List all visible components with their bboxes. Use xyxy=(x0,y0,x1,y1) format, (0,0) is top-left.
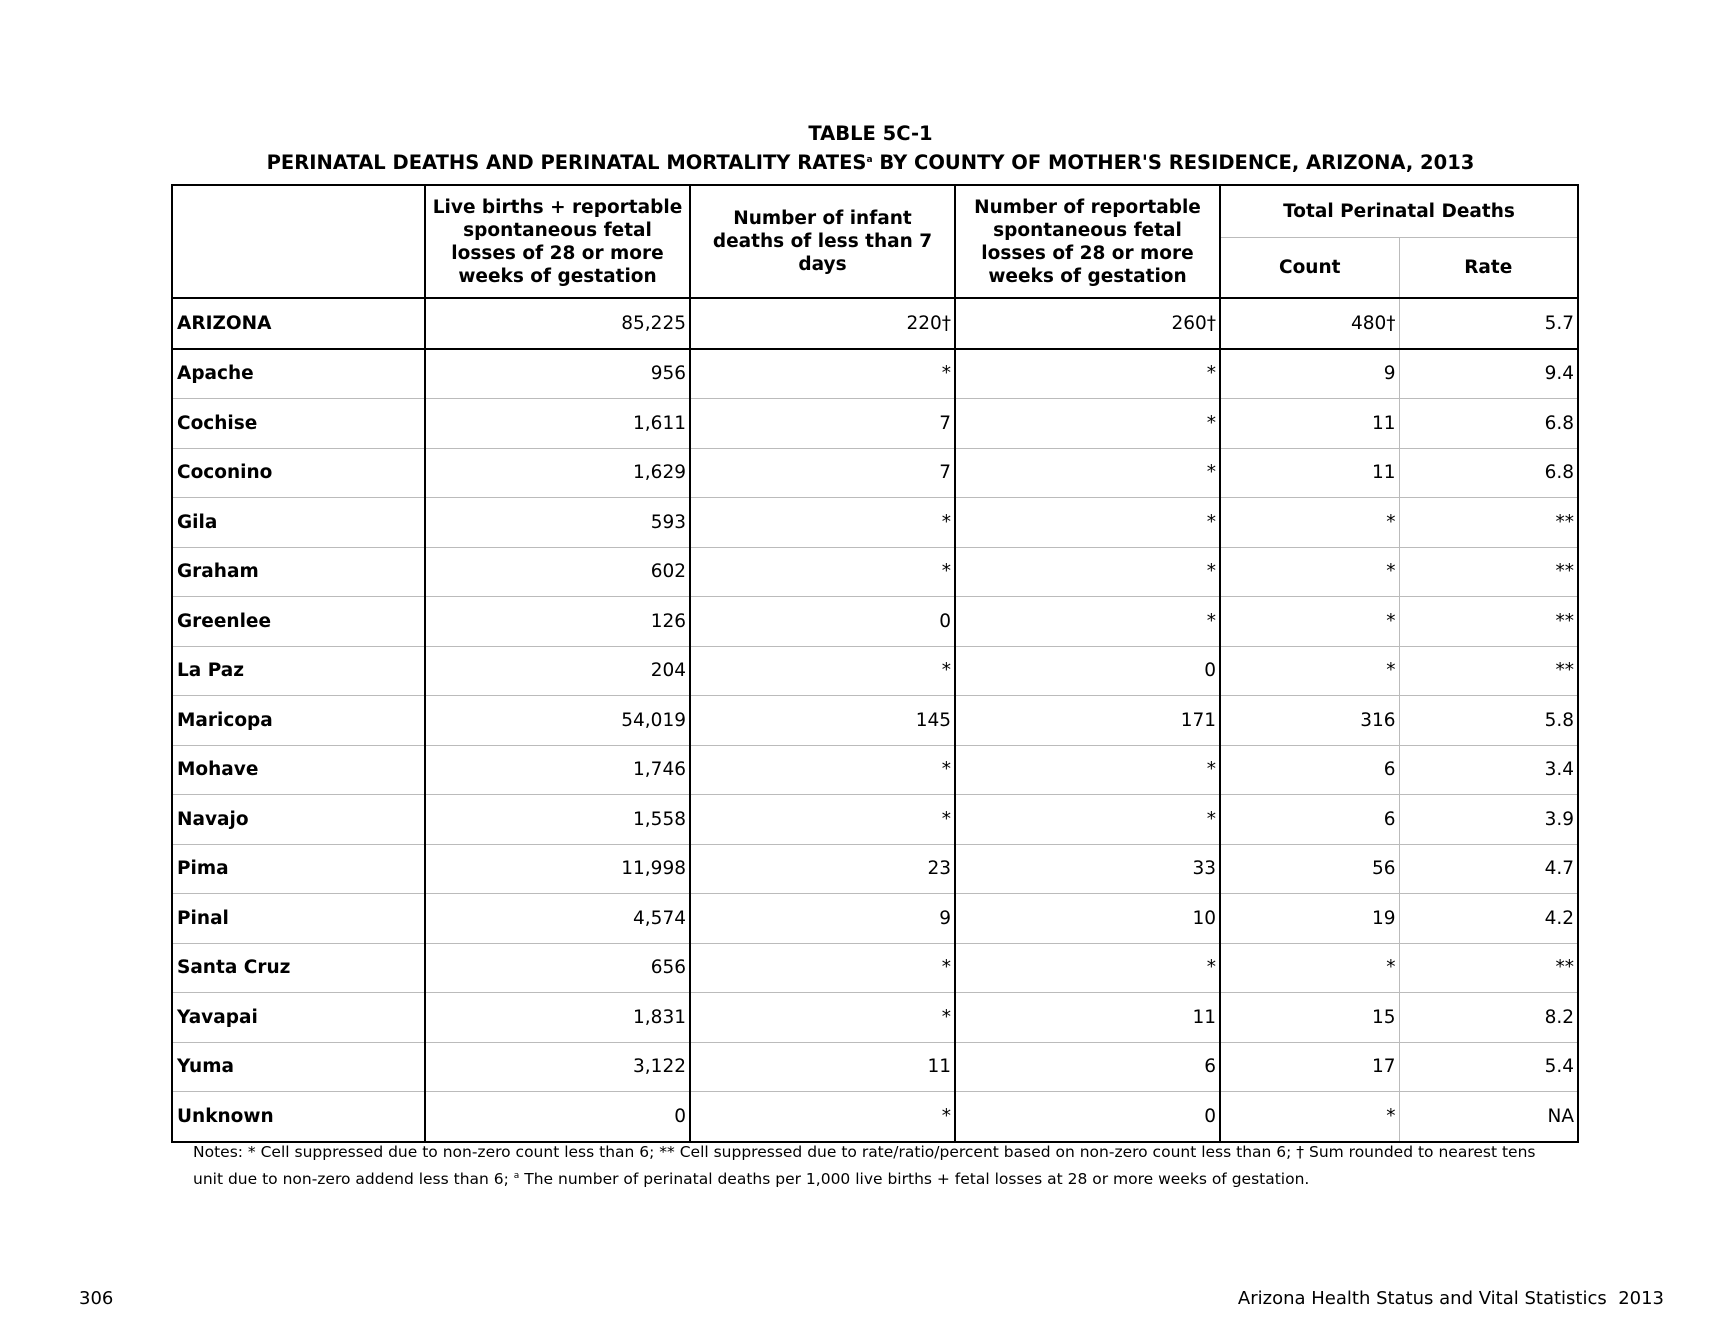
rate-cell: 3.4 xyxy=(1399,745,1578,795)
count-cell: 15 xyxy=(1220,993,1399,1043)
count-cell: 6 xyxy=(1220,745,1399,795)
county-cell: La Paz xyxy=(172,646,425,696)
infant-deaths-cell: 7 xyxy=(690,399,955,449)
infant-deaths-cell: 23 xyxy=(690,844,955,894)
count-cell: 9 xyxy=(1220,349,1399,399)
state-total-row xyxy=(172,298,1578,349)
infant-deaths-cell: * xyxy=(690,646,955,696)
fetal-losses-cell: 10 xyxy=(955,894,1220,944)
rate-cell: 6.8 xyxy=(1399,448,1578,498)
live-births-cell: 3,122 xyxy=(425,1042,690,1092)
table-row xyxy=(172,844,1578,894)
count-cell: 11 xyxy=(1220,399,1399,449)
table-row xyxy=(172,894,1578,944)
county-cell: Navajo xyxy=(172,795,425,845)
fetal-losses-cell: * xyxy=(955,745,1220,795)
footnote-marker: a xyxy=(866,155,873,165)
live-births-cell: 4,574 xyxy=(425,894,690,944)
publication-title: Arizona Health Status and Vital Statistics 2013 xyxy=(1237,1288,1664,1309)
fetal-losses-cell: * xyxy=(955,448,1220,498)
footnote-marker: a xyxy=(513,1171,520,1181)
infant-deaths-cell: * xyxy=(690,795,955,845)
rate-cell: ** xyxy=(1399,646,1578,696)
infant-deaths-cell: 220† xyxy=(690,298,955,349)
table-row xyxy=(172,1042,1578,1092)
count-cell: 56 xyxy=(1220,844,1399,894)
count-cell: 11 xyxy=(1220,448,1399,498)
count-cell: * xyxy=(1220,1092,1399,1142)
header-count: Count xyxy=(1220,237,1399,298)
header-fetal-losses: Number of reportable spontaneous fetal losses of 28 or more weeks of gestation xyxy=(955,185,1220,298)
count-cell: * xyxy=(1220,646,1399,696)
table-row xyxy=(172,795,1578,845)
table-row xyxy=(172,597,1578,647)
table-caption: PERINATAL DEATHS AND PERINATAL MORTALITY RATES$^a$ BY COUNTY OF MOTHER'S RESIDENCE, ARIZONA, 2013 xyxy=(266,151,1475,174)
infant-deaths-cell: * xyxy=(690,993,955,1043)
count-cell: * xyxy=(1220,547,1399,597)
county-cell: Pima xyxy=(172,844,425,894)
rate-cell: 5.4 xyxy=(1399,1042,1578,1092)
live-births-cell: 1,558 xyxy=(425,795,690,845)
county-cell: Unknown xyxy=(172,1092,425,1142)
table-row xyxy=(172,696,1578,746)
fetal-losses-cell: 6 xyxy=(955,1042,1220,1092)
rate-cell: ** xyxy=(1399,597,1578,647)
rate-cell: NA xyxy=(1399,1092,1578,1142)
live-births-cell: 11,998 xyxy=(425,844,690,894)
infant-deaths-cell: * xyxy=(690,547,955,597)
infant-deaths-cell: * xyxy=(690,1092,955,1142)
live-births-cell: 602 xyxy=(425,547,690,597)
count-cell: * xyxy=(1220,943,1399,993)
table-row xyxy=(172,646,1578,696)
table-notes: Notes: * Cell suppressed due to non-zero count less than 6; ** Cell suppressed due to rate/ratio/percent based on non-zero count less than 6; † Sum rounded to nearest tens unit due to non-zero addend less than 6; $^a$ The number of perinatal deaths per 1,000 live births + fetal losses at 28 or more weeks of gestation. xyxy=(193,1143,1536,1188)
rate-cell: 5.7 xyxy=(1399,298,1578,349)
live-births-cell: 204 xyxy=(425,646,690,696)
fetal-losses-cell: 11 xyxy=(955,993,1220,1043)
infant-deaths-cell: 145 xyxy=(690,696,955,746)
live-births-cell: 656 xyxy=(425,943,690,993)
table-row xyxy=(172,993,1578,1043)
fetal-losses-cell: 0 xyxy=(955,646,1220,696)
county-cell: ARIZONA xyxy=(172,298,425,349)
header-live-births: Live births + reportable spontaneous fetal losses of 28 or more weeks of gestation xyxy=(425,185,690,298)
county-cell: Graham xyxy=(172,547,425,597)
fetal-losses-cell: 171 xyxy=(955,696,1220,746)
infant-deaths-cell: * xyxy=(690,943,955,993)
rate-cell: 9.4 xyxy=(1399,349,1578,399)
count-cell: 6 xyxy=(1220,795,1399,845)
live-births-cell: 1,611 xyxy=(425,399,690,449)
fetal-losses-cell: * xyxy=(955,943,1220,993)
count-cell: 19 xyxy=(1220,894,1399,944)
table-row xyxy=(172,349,1578,399)
count-cell: 480† xyxy=(1220,298,1399,349)
rate-cell: ** xyxy=(1399,547,1578,597)
fetal-losses-cell: 260† xyxy=(955,298,1220,349)
count-cell: * xyxy=(1220,498,1399,548)
table-row xyxy=(172,448,1578,498)
infant-deaths-cell: 9 xyxy=(690,894,955,944)
fetal-losses-cell: 33 xyxy=(955,844,1220,894)
live-births-cell: 1,629 xyxy=(425,448,690,498)
live-births-cell: 1,831 xyxy=(425,993,690,1043)
live-births-cell: 1,746 xyxy=(425,745,690,795)
count-cell: * xyxy=(1220,597,1399,647)
infant-deaths-cell: * xyxy=(690,745,955,795)
fetal-losses-cell: * xyxy=(955,399,1220,449)
live-births-cell: 0 xyxy=(425,1092,690,1142)
table-row xyxy=(172,399,1578,449)
header-rate: Rate xyxy=(1399,237,1578,298)
table-body xyxy=(172,298,1578,1142)
county-cell: Mohave xyxy=(172,745,425,795)
county-cell: Greenlee xyxy=(172,597,425,647)
table-row xyxy=(172,547,1578,597)
rate-cell: 8.2 xyxy=(1399,993,1578,1043)
table-number: TABLE 5C-1 xyxy=(808,122,933,145)
header-infant-deaths: Number of infant deaths of less than 7 days xyxy=(690,185,955,298)
county-cell: Gila xyxy=(172,498,425,548)
rate-cell: 4.2 xyxy=(1399,894,1578,944)
live-births-cell: 126 xyxy=(425,597,690,647)
fetal-losses-cell: * xyxy=(955,597,1220,647)
rate-cell: ** xyxy=(1399,498,1578,548)
table-row xyxy=(172,498,1578,548)
county-cell: Yuma xyxy=(172,1042,425,1092)
fetal-losses-cell: * xyxy=(955,547,1220,597)
fetal-losses-cell: * xyxy=(955,795,1220,845)
fetal-losses-cell: * xyxy=(955,349,1220,399)
county-cell: Apache xyxy=(172,349,425,399)
county-cell: Maricopa xyxy=(172,696,425,746)
infant-deaths-cell: 11 xyxy=(690,1042,955,1092)
infant-deaths-cell: * xyxy=(690,349,955,399)
header-county xyxy=(172,185,425,298)
perinatal-deaths-table xyxy=(171,184,1579,1143)
live-births-cell: 593 xyxy=(425,498,690,548)
county-cell: Coconino xyxy=(172,448,425,498)
count-cell: 17 xyxy=(1220,1042,1399,1092)
infant-deaths-cell: 0 xyxy=(690,597,955,647)
table-row xyxy=(172,1092,1578,1142)
county-cell: Santa Cruz xyxy=(172,943,425,993)
rate-cell: 6.8 xyxy=(1399,399,1578,449)
rate-cell: 4.7 xyxy=(1399,844,1578,894)
rate-cell: 5.8 xyxy=(1399,696,1578,746)
table-row xyxy=(172,745,1578,795)
live-births-cell: 956 xyxy=(425,349,690,399)
rate-cell: 3.9 xyxy=(1399,795,1578,845)
infant-deaths-cell: 7 xyxy=(690,448,955,498)
live-births-cell: 85,225 xyxy=(425,298,690,349)
county-cell: Cochise xyxy=(172,399,425,449)
infant-deaths-cell: * xyxy=(690,498,955,548)
county-cell: Yavapai xyxy=(172,993,425,1043)
count-cell: 316 xyxy=(1220,696,1399,746)
rate-cell: ** xyxy=(1399,943,1578,993)
county-cell: Pinal xyxy=(172,894,425,944)
page-number: 306 xyxy=(79,1288,114,1309)
fetal-losses-cell: * xyxy=(955,498,1220,548)
table-row xyxy=(172,943,1578,993)
header-total-perinatal-deaths: Total Perinatal Deaths xyxy=(1220,185,1578,237)
table-title xyxy=(172,120,1569,176)
fetal-losses-cell: 0 xyxy=(955,1092,1220,1142)
live-births-cell: 54,019 xyxy=(425,696,690,746)
